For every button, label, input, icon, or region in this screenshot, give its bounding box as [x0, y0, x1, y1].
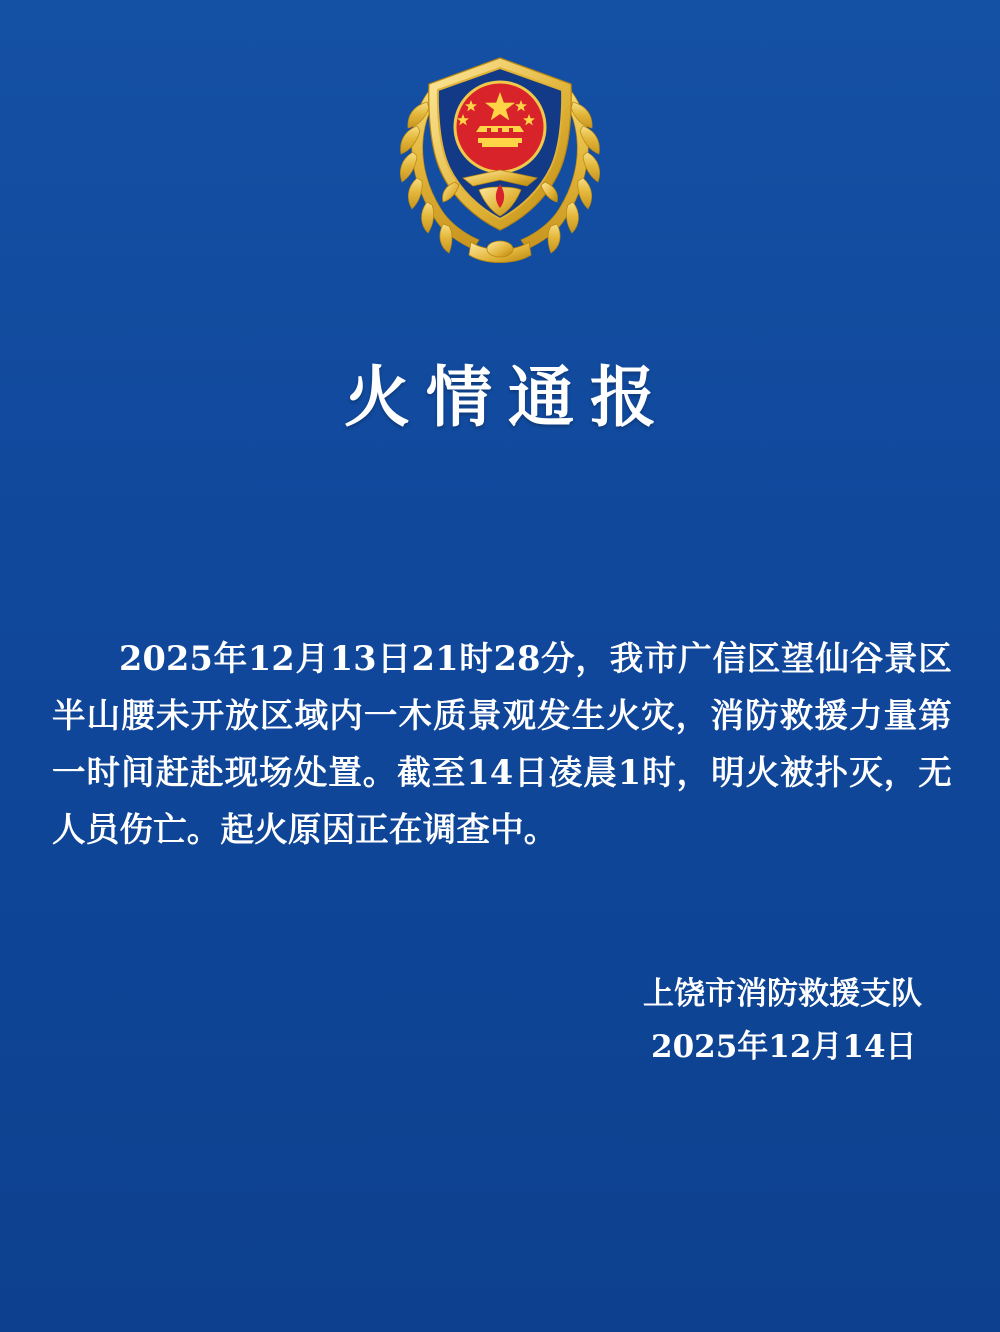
china-fire-rescue-emblem-icon	[375, 44, 625, 274]
signature-block	[643, 968, 922, 1074]
emblem-container	[0, 44, 1000, 274]
notice-body: 2025年12月13日21时28分，我市广信区望仙谷景区半山腰未开放区域内一木质景观发生火灾，消防救援力量第一时间赶赴现场处置。截至14日凌晨1时，明火被扑灭，无人员伤亡。起火原因正在调查中。	[52, 638, 952, 849]
page-title: 火情通报	[344, 358, 672, 437]
signature-issuer: 上饶市消防救援支队	[643, 976, 922, 1012]
signature-date: 2025年12月14日	[651, 1029, 917, 1065]
